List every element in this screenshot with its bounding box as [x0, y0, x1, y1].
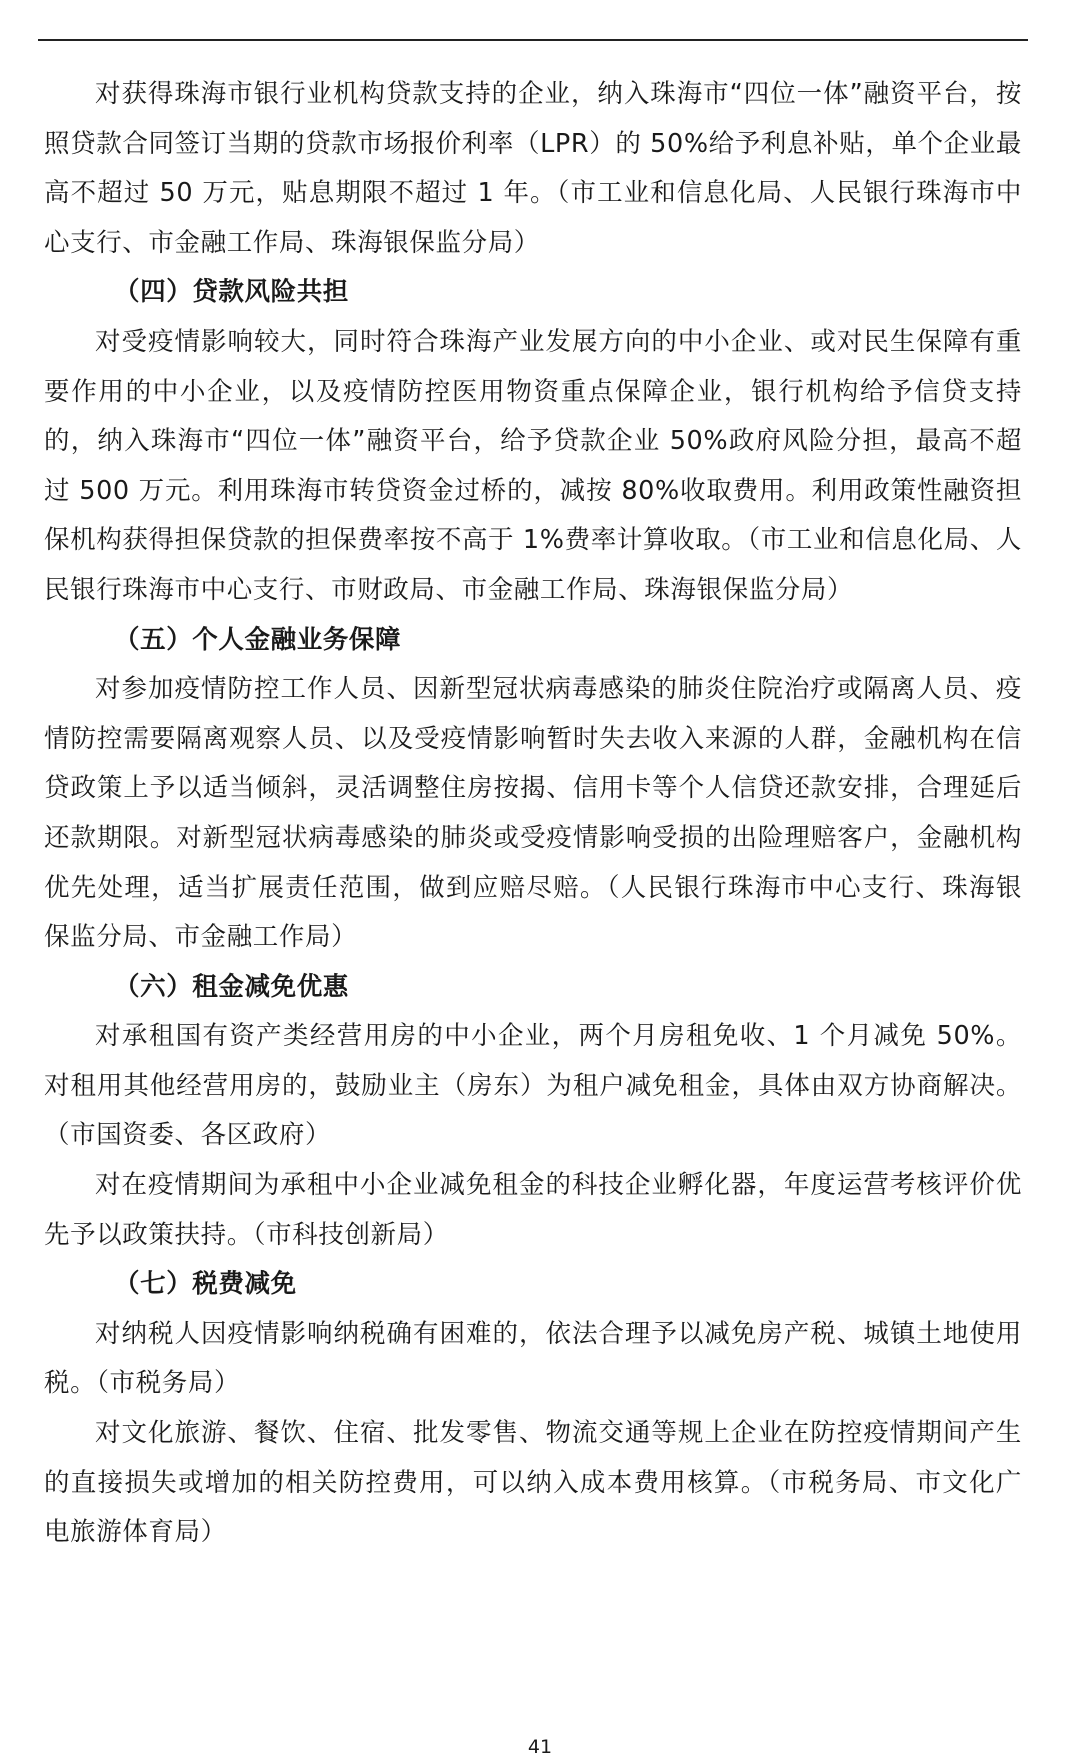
paragraph-rent-relief: 对承租国有资产类经营用房的中小企业，两个月房租免收、1 个月减免 50%。对租用其他经营用房的，鼓励业主（房东）为租户减免租金，具体由双方协商解决。（市国资委、各区政府） [44, 1021, 1022, 1151]
header-rule [38, 39, 1028, 41]
document-body [44, 70, 1022, 1558]
page-number: 41 [527, 1736, 553, 1758]
heading-personal-finance: （五）个人金融业务保障 [114, 624, 402, 655]
heading-loan-risk-sharing: （四）贷款风险共担 [114, 277, 349, 308]
heading-rent-relief: （六）租金减免优惠 [114, 971, 349, 1002]
paragraph-lpr-interest-subsidy: 对获得珠海市银行业机构贷款支持的企业，纳入珠海市“四位一体”融资平台，按照贷款合同签订当期的贷款市场报价利率（LPR）的 50%给予利息补贴，单个企业最高不超过 50 万元，贴息期限不超过 1 年。（市工业和信息化局、人民银行珠海市中心支行、市金融工作局、珠海银保监分局） [44, 79, 1022, 258]
heading-tax-relief: （七）税费减免 [114, 1269, 297, 1300]
paragraph-cost-accounting: 对文化旅游、餐饮、住宿、批发零售、物流交通等规上企业在防控疫情期间产生的直接损失或增加的相关防控费用，可以纳入成本费用核算。（市税务局、市文化广电旅游体育局） [44, 1418, 1022, 1548]
paragraph-incubator-support: 对在疫情期间为承租中小企业减免租金的科技企业孵化器，年度运营考核评价优先予以政策扶持。（市科技创新局） [44, 1170, 1022, 1250]
paragraph-property-tax-relief: 对纳税人因疫情影响纳税确有困难的，依法合理予以减免房产税、城镇土地使用税。（市税务局） [44, 1318, 1022, 1399]
paragraph-loan-risk-sharing: 对受疫情影响较大，同时符合珠海产业发展方向的中小企业、或对民生保障有重要作用的中小企业，以及疫情防控医用物资重点保障企业，银行机构给予信贷支持的，纳入珠海市“四位一体”融资平台，给予贷款企业 50%政府风险分担，最高不超过 500 万元。利用珠海市转贷资金过桥的，减按 80%收取费用。利用政策性融资担保机构获得担保贷款的担保费率按不高于 1%费率计算收取。（市工业和信息化局、人民银行珠海市中心支行、市财政局、市金融工作局、珠海银保监分局） [44, 326, 1022, 605]
paragraph-personal-finance: 对参加疫情防控工作人员、因新型冠状病毒感染的肺炎住院治疗或隔离人员、疫情防控需要隔离观察人员、以及受疫情影响暂时失去收入来源的人群，金融机构在信贷政策上予以适当倾斜，灵活调整住房按揭、信用卡等个人信贷还款安排，合理延后还款期限。对新型冠状病毒感染的肺炎或受疫情影响受损的出险理赔客户，金融机构优先处理，适当扩展责任范围，做到应赔尽赔。（人民银行珠海市中心支行、珠海银保监分局、市金融工作局） [44, 674, 1022, 953]
